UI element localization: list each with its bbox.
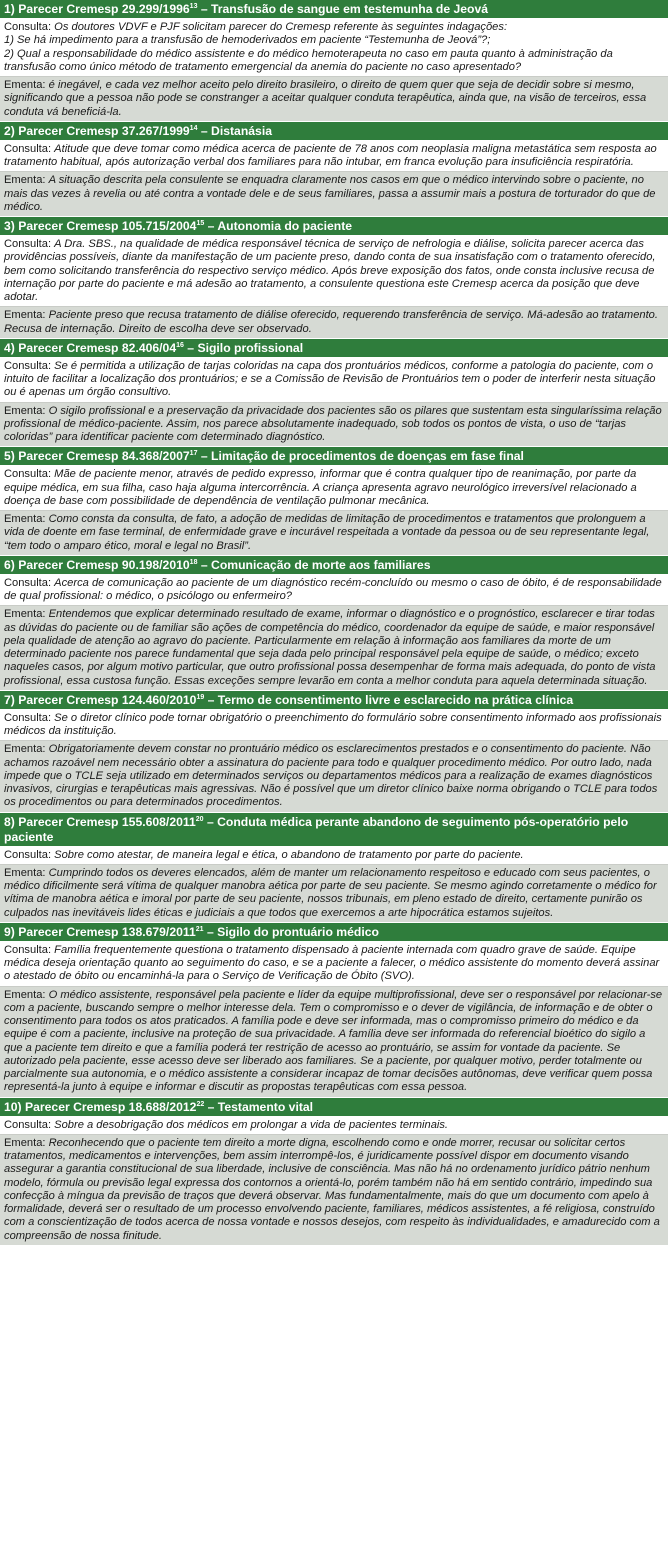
consulta-label: Consulta:	[4, 848, 55, 861]
section-header	[0, 447, 668, 466]
consulta-block	[0, 847, 668, 865]
section-title: 6) Parecer Cremesp 90.198/2010	[4, 557, 190, 572]
ementa-block	[0, 865, 668, 922]
ementa-block	[0, 606, 668, 690]
section-subject: – Conduta médica perante abandono de seguimento pós-operatório pelo paciente	[4, 814, 629, 844]
section-title: 4) Parecer Cremesp 82.406/04	[4, 340, 177, 355]
consulta-text: Acerca de comunicação ao paciente de um diagnóstico recém-concluído ou mesmo o caso de óbito, é de responsabilidade de qual profissional: o médico, o psicólogo ou enfermeiro?	[4, 576, 662, 602]
consulta-block	[0, 19, 668, 77]
consulta-block	[0, 942, 668, 987]
footnote-ref: 21	[195, 925, 204, 933]
section-subject: – Transfusão de sangue em testemunha de Jeová	[197, 2, 489, 16]
ementa-block	[0, 987, 668, 1097]
ementa-text: Cumprindo todos os deveres elencados, além de manter um relacionamento respeitoso e educado com seus pacientes, o médico dificilmente será vítima de qualquer manobra aética por parte de seu paciente. Se mesmo agindo corretamente o médico for vítima de manobra aética e imoral por parte de seu paciente, nossos tribunais, em pleno estado de direito, certamente punirão os culpados nas inevitáveis lides éticas e judiciais a que todos que exercemos a arte hipocrática estamos sujeitos.	[4, 866, 657, 919]
footnote-ref: 17	[189, 450, 198, 458]
ementa-label: Ementa:	[4, 309, 49, 322]
consulta-block	[0, 236, 668, 307]
ementa-block	[0, 1135, 668, 1245]
parecer-section-8	[0, 813, 668, 923]
footnote-ref: 13	[189, 3, 198, 10]
section-header	[0, 0, 668, 19]
ementa-label: Ementa:	[4, 1136, 49, 1149]
consulta-block	[0, 141, 668, 173]
ementa-label: Ementa:	[4, 513, 49, 525]
ementa-label: Ementa:	[4, 174, 49, 187]
parecer-section-4	[0, 339, 668, 448]
ementa-block	[0, 403, 668, 447]
parecer-section-1	[0, 0, 668, 122]
section-subject: – Distanásia	[197, 123, 272, 138]
footnote-ref: 15	[196, 220, 205, 227]
parecer-section-6	[0, 556, 668, 691]
parecer-section-10	[0, 1098, 668, 1246]
consulta-item: 2) Qual a responsabilidade do médico assistente e do médico hemoterapeuta no caso em pauta quanto à administração da transfusão como único método de tratamento emergencial da anemia do paciente no caso apresentado?	[4, 47, 613, 73]
ementa-label: Ementa:	[4, 743, 49, 756]
consulta-item: 1) Se há impedimento para a transfusão de hemoderivados em paciente “Testemunha de Jeová”?;	[4, 34, 491, 47]
ementa-text: Reconhecendo que o paciente tem direito a morte digna, escolhendo como e onde morrer, recusar ou solicitar certos tratamentos, medicamentos e intervenções, bem assim interrompê-los, é juridicamente possível dispor em documento visando assegurar a garantia constitucional de sua liberdade, inclusive de consciência. Mas não há no ordenamento jurídico pátrio nenhum modelo, fórmula ou previsão legal expressa dos contornos a orientá-lo, porém também não há em sentido contrário, impedindo sua confecção à míngua da previsão de traços que deverá observar. Mas fundamentalmente, mais do que um documento com apelo à formalidade, deverá ser o resultado de um processo envolvendo paciente, familiares, médicos assistentes, a fé religiosa, construído com a conscientização de todos acerca de nossa vontade e nossos desejos, com respeito às individualidades, e amadurecido com a compreensão de nossa finitude.	[4, 1136, 660, 1242]
consulta-text: Família frequentemente questiona o tratamento dispensado à paciente internada com quadro grave de saúde. Equipe médica deseja orientação quanto ao seguimento do caso, e se a paciente a falecer, o médico assistente do momento deverá assinar o atestado de óbito ou encaminhá-la para o Serviço de Verificação de Óbito (SVO).	[4, 943, 660, 983]
section-subject: – Autonomia do paciente	[204, 219, 353, 233]
footnote-ref: 22	[196, 1100, 205, 1108]
section-subject: – Comunicação de morte aos familiares	[197, 557, 431, 572]
section-header	[0, 556, 668, 575]
ementa-text: A situação descrita pela consulente se enquadra claramente nos casos em que o médico intervindo sobre o paciente, no mais das vezes à revelia ou até contra a vontade dele e de seus familiares, passa a assumir mais a postura de torturador do que de médico.	[4, 174, 656, 213]
section-header	[0, 339, 668, 358]
consulta-block	[0, 575, 668, 607]
section-subject: – Sigilo profissional	[183, 340, 304, 355]
consulta-label: Consulta:	[4, 142, 55, 155]
consulta-text: A Dra. SBS., na qualidade de médica responsável técnica de serviço de nefrologia e diálise, solicita parecer acerca das providências possíveis, diante da manifestação de um paciente preso, dando conta de sua insatisfação com o tratamento oferecido, bem como solicitando transferência do respectivo serviço médico. Após breve exposição dos fatos, onde consta inclusive recusa de internação por parte do paciente e má adesão ao tratamento, a consulente questiona este Cremesp acerca da posição que deve adotar.	[4, 238, 656, 303]
section-header	[0, 122, 668, 141]
section-header	[0, 691, 668, 710]
section-header	[0, 1098, 668, 1117]
section-subject: – Testamento vital	[204, 1099, 314, 1114]
section-title: 3) Parecer Cremesp 105.715/2004	[4, 219, 197, 233]
section-title: 1) Parecer Cremesp 29.299/1996	[4, 2, 190, 16]
ementa-label: Ementa:	[4, 866, 49, 879]
consulta-label: Consulta:	[4, 359, 55, 372]
section-title: 8) Parecer Cremesp 155.608/2011	[4, 814, 196, 829]
section-title: 5) Parecer Cremesp 84.368/2007	[4, 449, 190, 464]
ementa-label: Ementa:	[4, 404, 49, 417]
ementa-block	[0, 172, 668, 216]
parecer-section-2	[0, 122, 668, 217]
consulta-text: Sobre como atestar, de maneira legal e ética, o abandono de tratamento por parte do paciente.	[54, 848, 524, 861]
ementa-block	[0, 307, 668, 338]
ementa-block	[0, 511, 668, 555]
ementa-label: Ementa:	[4, 79, 49, 91]
consulta-text: Atitude que deve tomar como médica acerca de paciente de 78 anos com neoplasia maligna metastática sem resposta ao tratamento habitual, após autorização verbal dos familiares para não intubar, em franca evolução para insuficiência respiratória.	[4, 142, 657, 168]
consulta-text: Os doutores VDVF e PJF solicitam parecer do Cremesp referente às seguintes indagações:	[54, 21, 508, 33]
ementa-text: Obrigatoriamente devem constar no prontuário médico os esclarecimentos prestados e o consentimento do paciente. Não achamos razoável nem necessário obter a assinatura do paciente para todo e qualquer procedimento médico. Por outro lado, nada impede que o TCLE seja utilizado em determinados serviços ou departamentos médicos para a realização de exames diagnósticos invasivos, cirurgias e terapêuticas mais agressivas. Não é possível que um diretor clínico baixe norma obrigando o TCLE para todos os procedimentos ou para determinados procedimentos.	[4, 743, 658, 809]
ementa-text: Paciente preso que recusa tratamento de diálise oferecido, requerendo transferência de serviço. Má-adesão ao tratamento. Recusa de internação. Direito de escolha deve ser observado.	[4, 309, 658, 335]
consulta-label: Consulta:	[4, 21, 55, 33]
consulta-label: Consulta:	[4, 468, 55, 481]
consulta-text: Se é permitida a utilização de tarjas coloridas na capa dos prontuários médicos, conforme a patologia do paciente, com o intuito de facilitar a localização dos prontuários; e se a Comissão de Revisão de Prontuários tem o poder de interferir nesta situação ou é apenas um órgão consultivo.	[4, 359, 656, 399]
footnote-ref: 20	[195, 815, 204, 823]
section-title: 9) Parecer Cremesp 138.679/2011	[4, 924, 196, 939]
consulta-label: Consulta:	[4, 1118, 55, 1131]
parecer-section-3	[0, 217, 668, 339]
section-header	[0, 217, 668, 236]
ementa-label: Ementa:	[4, 988, 49, 1001]
section-header	[0, 923, 668, 942]
section-title: 7) Parecer Cremesp 124.460/2010	[4, 692, 197, 707]
consulta-text: Sobre a desobrigação dos médicos em prolongar a vida de pacientes terminais.	[54, 1118, 449, 1131]
footnote-ref: 19	[196, 693, 205, 701]
consulta-block	[0, 1117, 668, 1135]
footnote-ref: 14	[189, 124, 198, 132]
parecer-section-9	[0, 923, 668, 1098]
footnote-ref: 16	[176, 341, 184, 349]
ementa-block	[0, 77, 668, 121]
section-title: 10) Parecer Cremesp 18.688/2012	[4, 1099, 197, 1114]
section-header	[0, 813, 668, 847]
parecer-section-7	[0, 691, 668, 813]
footnote-ref: 18	[189, 558, 198, 566]
consulta-block	[0, 466, 668, 511]
consulta-label: Consulta:	[4, 711, 55, 724]
consulta-label: Consulta:	[4, 576, 55, 589]
ementa-text: Entendemos que explicar determinado resultado de exame, informar o diagnóstico e o prognóstico, esclarecer e tirar todas as dúvidas do paciente ou de familiar são ações de competência do médico, coordenador da equipe de saúde, e maior responsável pela qualidade de atenção ao agravo do paciente. Particularmente em relação à informação aos familiares da morte de um determinado paciente nos parece fundamental que seja dada pelo principal responsável pela equipe de saúde, o médico; exceto naqueles casos, por algum motivo particular, que outro profissional possa desempenhar de forma mais adequada, do ponto de vista profissional, essa custosa função. Essas exceções sempre levarão em conta a melhor conduta para aquela determinada situação.	[4, 608, 656, 687]
consulta-text: Se o diretor clínico pode tornar obrigatório o preenchimento do formulário sobre consentimento informado aos profissionais médicos da instituição.	[4, 711, 662, 737]
section-subject: – Termo de consentimento livre e esclarecido na prática clínica	[204, 692, 574, 707]
ementa-text: é inegável, e cada vez melhor aceito pelo direito brasileiro, o direito de quem quer que seja de decidir sobre si mesmo, significando que a pessoa não pode se constranger a aceitar qualquer conduta terapêutica, ainda que, na visão de terceiros, essa conduta vá beneficiá-la.	[4, 79, 647, 118]
consulta-text: Mãe de paciente menor, através de pedido expresso, informar que é contra qualquer tipo de reanimação, por parte da equipe médica, em sua filha, caso haja alguma intercorrência. A criança apresenta agravo neurológico irreversível relacionado a doença de base com possibilidade de dependência de ventilação pulmonar mecânica.	[4, 468, 637, 507]
ementa-text: O sigilo profissional e a preservação da privacidade dos pacientes são os pilares que sustentam esta singularíssima relação profissional de médico-paciente. Assim, nos parece absolutamente inadequado, sob todos os pontos de vista, o uso de “tarjas coloridas” para identificar paciente com determinado diagnóstico.	[4, 404, 662, 443]
ementa-text: O médico assistente, responsável pela paciente e líder da equipe multiprofissional, deve ser o responsável por relacionar-se com a paciente, buscando sempre o melhor interesse dela. Tem o compromisso e o dever de vigilância, de informação e de obter o consentimento para todos os atos praticados. A família pode e deve ser informada, mas o compromisso primeiro do médico e da equipe é com a paciente, inclusive na proteção de sua privacidade. A família deve ser informada do referencial bioético do sigilo a que a paciente tem direito e que a família poderá ter restrição de acesso ao prontuário, se assim for vontade da paciente. Se autorizado pela paciente, esse acesso deve ser liberado aos familiares. Se a paciente, por qualquer motivo, perder totalmente ou parcialmente sua autonomia, e o médico assistente a considerar incapaz de tomar decisões autônomas, deve verificar quem possa representá-la junto à equipe e informar e discutir as propostas terapêuticas com essa pessoa.	[4, 988, 663, 1094]
consulta-block	[0, 710, 668, 742]
consulta-label: Consulta:	[4, 943, 55, 956]
ementa-text: Como consta da consulta, de fato, a adoção de medidas de limitação de procedimentos e tratamentos que prolonguem a vida de doente em fase terminal, de enfermidade grave e incurável respeitada a vontade da pessoa ou de seu representante legal, “tem todo o amparo ético, moral e legal no Brasil”.	[4, 513, 650, 552]
section-subject: – Sigilo do prontuário médico	[203, 924, 379, 939]
section-subject: – Limitação de procedimentos de doenças em fase final	[197, 449, 524, 464]
section-title: 2) Parecer Cremesp 37.267/1999	[4, 123, 190, 138]
ementa-block	[0, 741, 668, 811]
ementa-label: Ementa:	[4, 608, 49, 621]
consulta-block	[0, 358, 668, 403]
consulta-label: Consulta:	[4, 238, 55, 250]
parecer-section-5	[0, 447, 668, 556]
